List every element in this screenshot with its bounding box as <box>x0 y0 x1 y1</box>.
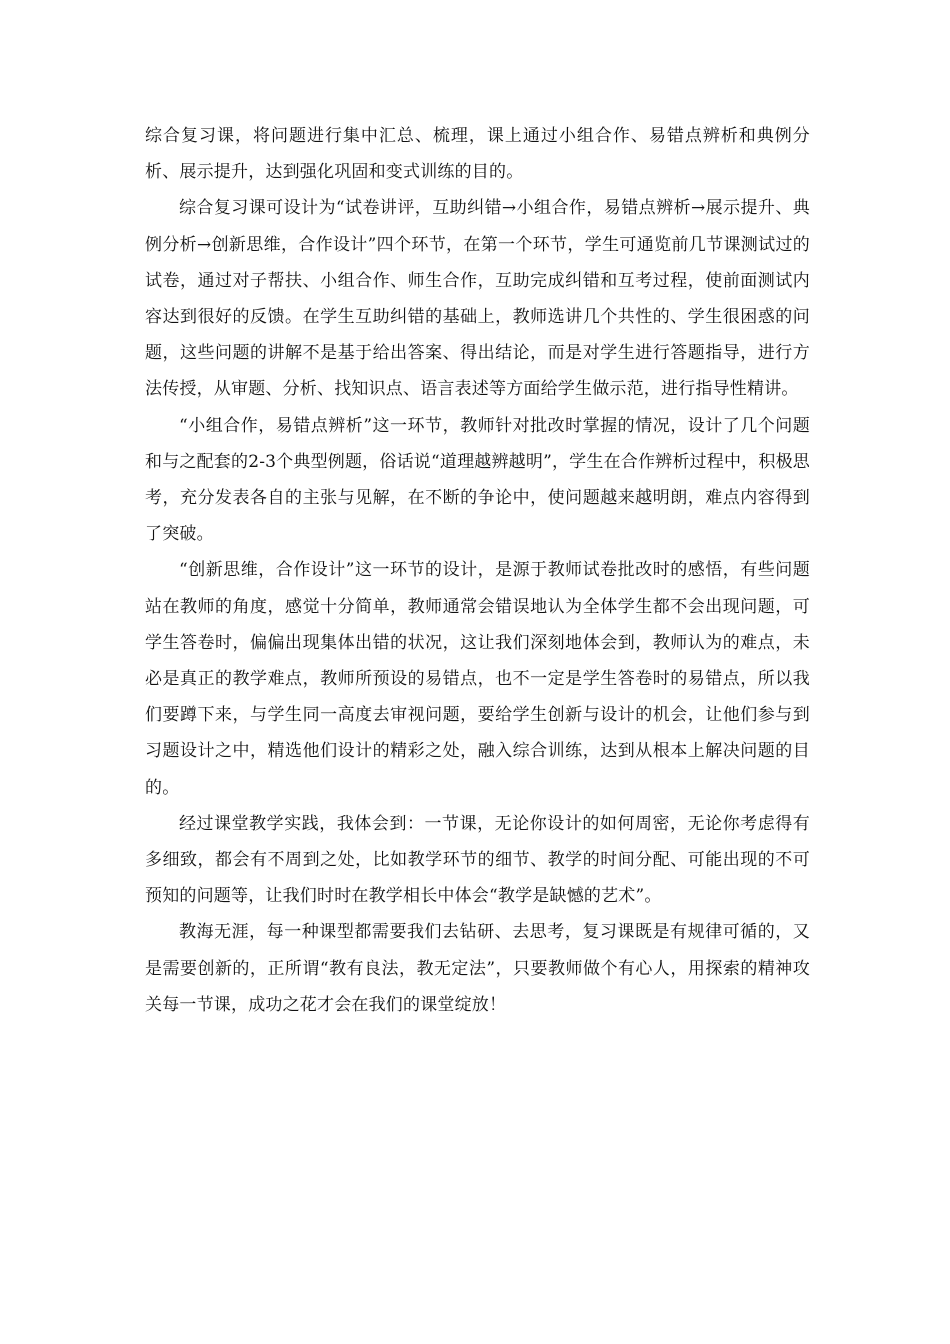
paragraph-6: 教海无涯，每一种课型都需要我们去钻研、去思考，复习课既是有规律可循的，又是需要创新的，正所谓“教有良法，教无定法”，只要教师做个有心人，用探索的精神攻关每一节课，成功之花才会在我们的课堂绽放！ <box>145 922 810 1015</box>
paragraph-2: 综合复习课可设计为“试卷讲评，互助纠错→小组合作，易错点辨析→展示提升、典例分析→创新思维，合作设计”四个环节，在第一个环节，学生可通览前几节课测试过的试卷，通过对子帮扶、小组合作、师生合作，互助完成纠错和互考过程，使前面测试内容达到很好的反馈。在学生互助纠错的基础上，教师选讲几个共性的、学生很困惑的问题，这些问题的讲解不是基于给出答案、得出结论，而是对学生进行答题指导，进行方法传授，从审题、分析、找知识点、语言表述等方面给学生做示范，进行指导性精讲。 <box>145 198 810 400</box>
paragraph-3: “小组合作，易错点辨析”这一环节，教师针对批改时掌握的情况，设计了几个问题和与之配套的2-3个典型例题，俗话说“道理越辨越明”，学生在合作辨析过程中，积极思考，充分发表各自的主张与见解，在不断的争论中，使问题越来越明朗，难点内容得到了突破。 <box>145 415 810 545</box>
paragraph-5: 经过课堂教学实践，我体会到：一节课，无论你设计的如何周密，无论你考虑得有多细致，都会有不周到之处，比如教学环节的细节、教学的时间分配、可能出现的不可预知的问题等，让我们时时在教学相长中体会“教学是缺憾的艺术”。 <box>145 813 810 907</box>
paragraph-1: 综合复习课，将问题进行集中汇总、梳理，课上通过小组合作、易错点辨析和典例分析、展示提升，达到强化巩固和变式训练的目的。 <box>145 126 810 183</box>
document-body <box>145 118 810 1023</box>
paragraph-4: “创新思维，合作设计”这一环节的设计，是源于教师试卷批改时的感悟，有些问题站在教师的角度，感觉十分简单，教师通常会错误地认为全体学生都不会出现问题，可学生答卷时，偏偏出现集体出错的状况，这让我们深刻地体会到，教师认为的难点，未必是真正的教学难点，教师所预设的易错点，也不一定是学生答卷时的易错点，所以我们要蹲下来，与学生同一高度去审视问题，要给学生创新与设计的机会，让他们参与到习题设计之中，精选他们设计的精彩之处，融入综合训练，达到从根本上解决问题的目的。 <box>145 560 810 798</box>
